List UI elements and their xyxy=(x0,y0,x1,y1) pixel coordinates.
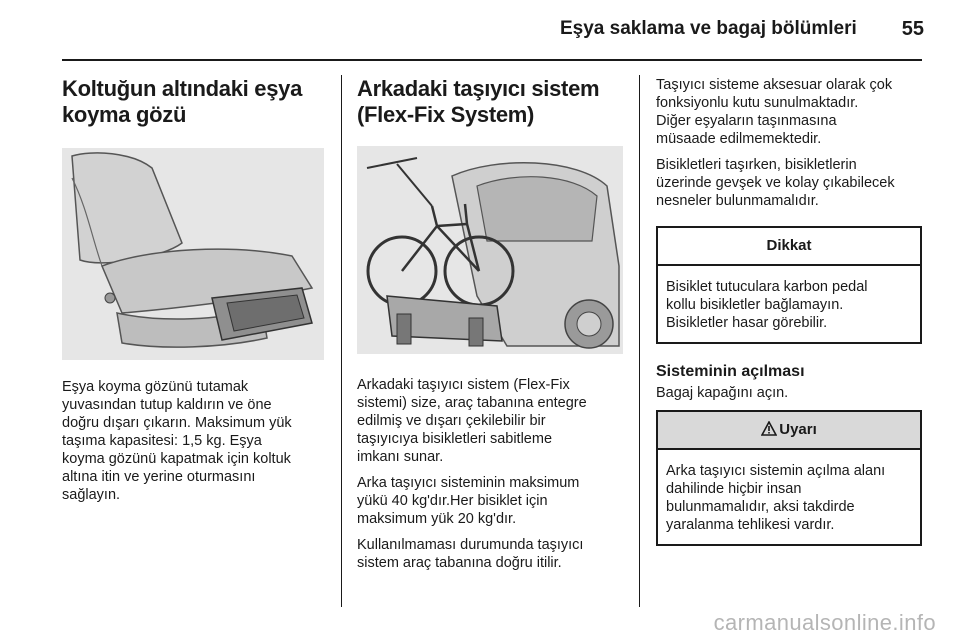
warning-box xyxy=(656,410,922,546)
column-seat-storage xyxy=(62,76,324,512)
column-carrier-notes xyxy=(656,76,922,546)
caution-box xyxy=(656,226,922,344)
section-heading-seat-drawer: Koltuğun altındaki eşya koyma gözü xyxy=(62,76,303,127)
page-number: 55 xyxy=(901,18,924,40)
watermark: carmanualsonline.info xyxy=(713,610,936,635)
seat-drawer-instructions: Eşya koyma gözünü tutamak yuvasından tutup kaldırın ve öne doğru dışarı çıkarın. Maksimum yük taşıma kapasitesi: 1,5 kg. Eşya koyma gözünü kapatmak için koltuk altına itin ve yerine oturmasını sağlayın. xyxy=(62,379,292,503)
column-flex-fix xyxy=(357,76,623,580)
warning-header xyxy=(658,412,920,450)
warning-title: Uyarı xyxy=(779,421,817,438)
header-divider xyxy=(62,59,922,61)
flex-fix-max-load: Arka taşıyıcı sisteminin maksimum yükü 40 kg'dır.Her bisiklet için maksimum yük 20 kg'dır. xyxy=(357,475,580,527)
column-divider-1 xyxy=(341,75,342,607)
opening-instruction: Bagaj kapağını açın. xyxy=(656,385,789,401)
caution-text: Bisiklet tutuculara karbon pedal kollu bisikletler bağlamayın. Bisikletler hasar görebilir. xyxy=(666,279,868,331)
subheading-opening-system: Sisteminin açılması xyxy=(656,363,805,380)
warning-triangle-icon xyxy=(761,414,777,450)
bike-carrier-illustration xyxy=(357,146,623,354)
seat-drawer-illustration xyxy=(62,148,324,360)
loose-objects-note: Bisikletleri taşırken, bisikletlerin üzerinde gevşek ve kolay çıkabilecek nesneler bulunmamalıdır. xyxy=(656,157,895,209)
flex-fix-intro: Arkadaki taşıyıcı sistem (Flex-Fix sistemi) size, araç tabanına entegre edilmiş ve dışarı çekilebilir bir taşıyıcıya bisikletleri sabitleme imkanı sunar. xyxy=(357,377,587,465)
page-header-title: Eşya saklama ve bagaj bölümleri xyxy=(560,18,857,39)
column-divider-2 xyxy=(639,75,640,607)
section-heading-flex-fix: Arkadaki taşıyıcı sistem (Flex-Fix System) xyxy=(357,76,600,127)
flex-fix-storage: Kullanılmaması durumunda taşıyıcı sistem araç tabanına doğru itilir. xyxy=(357,537,584,571)
caution-title: Dikkat xyxy=(658,228,920,266)
multifunction-box-note: Taşıyıcı sisteme aksesuar olarak çok fonksiyonlu kutu sunulmaktadır. Diğer eşyaların taşınmasına müsaade edilmemektedir. xyxy=(656,77,893,147)
warning-text: Arka taşıyıcı sistemin açılma alanı dahilinde hiçbir insan bulunmamalıdır, aksi takdirde yaralanma tehlikesi vardır. xyxy=(666,463,886,533)
